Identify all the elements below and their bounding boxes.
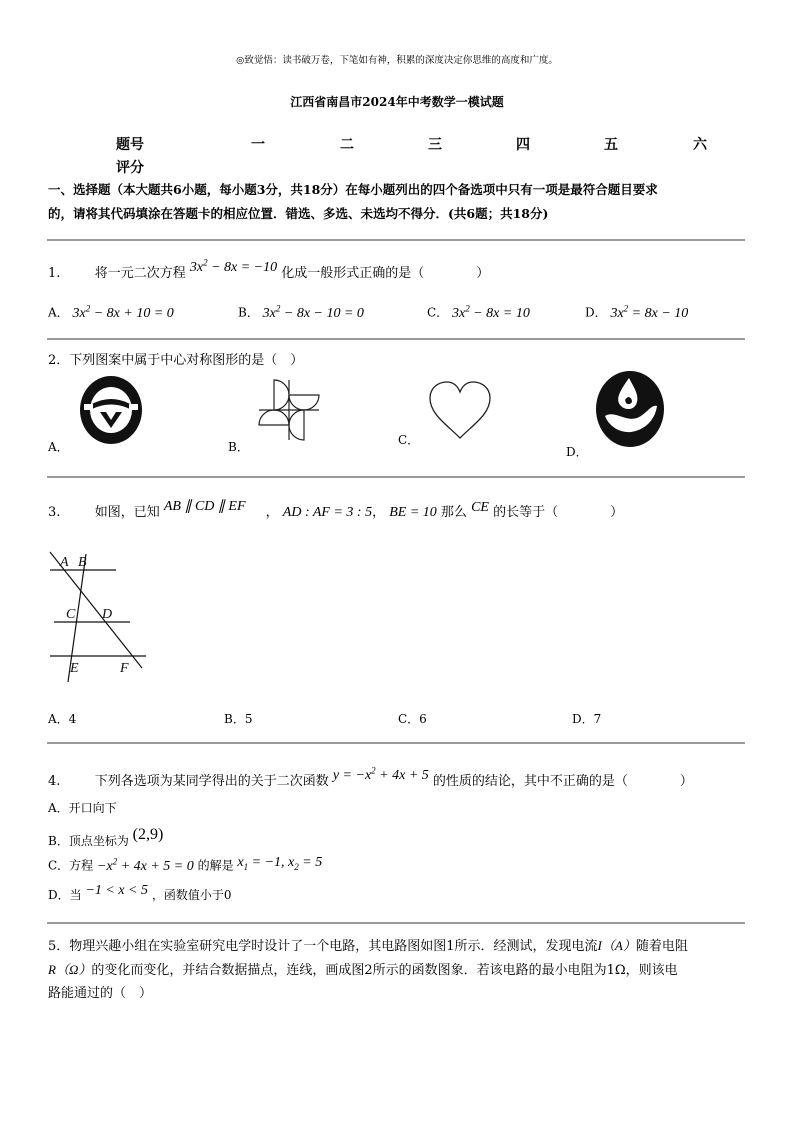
question-5	[48, 934, 748, 1005]
question-2-option-b[interactable]: B．	[228, 440, 249, 454]
question-2-option-c[interactable]: C．	[398, 433, 420, 447]
section-instructions-line1: 一、选择题（本大题共6小题，每小题3分，共18分）在每小题列出的四个备选项中只有一项是最符合题目要求	[48, 182, 658, 197]
question-4-option-d-range: −1 < x < 5	[85, 883, 149, 898]
question-4-option-d-text2: ，函数值小于0	[151, 888, 232, 902]
question-3-be-math: BE = 10	[389, 505, 437, 520]
question-1-equation: $3x^2 - 8x = -10$	[189, 257, 278, 275]
question-5-line1-text: 5．物理兴趣小组在实验室研究电学时设计了一个电路，其电路图如图1所示．经测试，发现电流	[48, 939, 598, 954]
score-col-3: 三	[428, 137, 442, 153]
question-1-option-d[interactable]	[585, 303, 688, 322]
option-b-math: $3x^2 - 8x - 10 = 0$	[262, 303, 364, 321]
question-3-option-b[interactable]: B．5	[224, 712, 253, 726]
score-col-5: 五	[604, 137, 618, 153]
option-a-math: $3x^2 - 8x + 10 = 0$	[72, 303, 174, 321]
question-1-number: 1.	[48, 266, 61, 281]
question-3-text-after: 的长等于（ ）	[493, 505, 624, 520]
option-b-label: B．	[238, 305, 259, 320]
question-1-option-b[interactable]	[238, 303, 364, 322]
question-2-option-d[interactable]: D．	[566, 445, 588, 459]
question-2-text: 2．下列图案中属于中心对称图形的是（ ）	[48, 353, 304, 368]
question-1-text-after: 化成一般形式正确的是（ ）	[281, 266, 490, 281]
question-3-text-before: 如图，已知	[94, 505, 160, 520]
question-3-ratio-math: AD : AF = 3 : 5	[282, 505, 373, 520]
score-row2-label: 评分	[116, 160, 144, 176]
parallel-lines-figure	[46, 550, 154, 686]
question-4	[48, 765, 693, 790]
question-4-option-d-text1: D．当	[48, 888, 82, 902]
label-b: B	[78, 555, 87, 570]
question-4-option-b-math: (2,9)	[132, 826, 164, 843]
question-1	[48, 257, 490, 282]
divider	[47, 338, 745, 340]
label-e: E	[70, 661, 79, 676]
page-title: 江西省南昌市2024年中考数学一模试题	[290, 95, 504, 109]
question-2-option-a[interactable]: A．	[48, 440, 69, 454]
question-4-option-a[interactable]: A．开口向下	[48, 801, 117, 815]
question-3-option-d[interactable]: D．7	[572, 712, 602, 726]
divider	[47, 476, 745, 478]
divider	[47, 922, 745, 924]
label-d: D	[102, 607, 113, 622]
question-3-parallel-math: AB ∥ CD ∥ EF	[163, 499, 246, 514]
question-3-text-mid: 那么	[440, 505, 467, 520]
question-1-text-before: 将一元二次方程	[94, 266, 186, 281]
question-3: 3. 如图，已知 AB ∥ CD ∥ EF ， AD : AF = 3 : 5， BE = 10 那么 CE 的长等于（ ）	[48, 499, 624, 520]
option-c-math: $3x^2 - 8x = 10$	[452, 303, 530, 321]
section-instructions	[48, 178, 748, 226]
question-4-option-b-text: B．顶点坐标为	[48, 834, 129, 848]
question-4-option-d[interactable]	[48, 883, 232, 904]
question-4-option-b[interactable]	[48, 826, 164, 848]
question-3-option-a[interactable]: A．4	[48, 712, 77, 726]
question-5-resistance-symbol: R（Ω）	[48, 962, 92, 977]
question-5-line2-text: 的变化而变化，并结合数据描点，连线，画成图2所示的函数图象．若该电路的最小电阻为1Ω，则该电	[91, 963, 678, 978]
heart-icon	[426, 380, 494, 442]
score-col-2: 二	[340, 137, 354, 153]
question-4-option-c-text1: C．方程	[48, 858, 94, 873]
question-5-line3: 路能通过的（ ）	[48, 986, 153, 1001]
question-4-text-before: 下列各选项为某同学得出的关于二次函数	[94, 774, 329, 789]
motto: ◎致觉悟：读书破万卷，下笔如有神，积累的深度决定你思维的高度和广度。	[236, 55, 558, 66]
option-d-label: D．	[585, 305, 607, 320]
question-5-line1	[48, 934, 748, 958]
divider	[47, 239, 745, 241]
question-3-option-c[interactable]: C．6	[398, 712, 427, 726]
question-4-function-math: $y = -x^2 + 4x + 5$	[332, 765, 429, 783]
pinwheel-icon	[256, 374, 322, 444]
question-5-line2	[48, 958, 748, 982]
question-4-option-c[interactable]	[48, 856, 322, 875]
logo-d-icon	[595, 370, 665, 448]
question-4-option-c-roots: $x_1 = -1$, $x_2 = 5$	[237, 854, 323, 872]
question-3-number: 3.	[48, 505, 61, 520]
label-c: C	[66, 607, 76, 622]
question-4-text-after: 的性质的结论，其中不正确的是（ ）	[432, 774, 693, 789]
question-3-ce-math: CE	[471, 500, 489, 515]
section-instructions-line2: 的，请将其代码填涂在答题卡的相应位置．错选、多选、未选均不得分．(共6题；共18分)	[48, 206, 549, 221]
label-a: A	[60, 555, 69, 570]
divider	[47, 742, 745, 744]
score-col-4: 四	[516, 137, 530, 153]
question-4-option-c-text2: 的解是	[197, 858, 234, 873]
question-4-number: 4.	[48, 774, 61, 789]
score-col-1: 一	[251, 137, 265, 153]
label-f: F	[120, 661, 129, 676]
logo-a-icon	[78, 374, 144, 446]
score-row-label: 题号	[116, 137, 144, 153]
option-a-label: A．	[48, 305, 69, 320]
question-5-current-symbol: I（A）	[597, 938, 636, 953]
question-1-option-c[interactable]	[427, 303, 530, 322]
option-c-label: C．	[427, 305, 449, 320]
question-5-line1-end: 随着电阻	[635, 939, 688, 954]
option-d-math: $3x^2 = 8x - 10$	[610, 303, 689, 321]
score-col-6: 六	[693, 137, 707, 153]
question-1-option-a[interactable]	[48, 303, 174, 322]
question-4-option-c-eq: $-x^2 + 4x + 5 = 0$	[97, 856, 194, 874]
